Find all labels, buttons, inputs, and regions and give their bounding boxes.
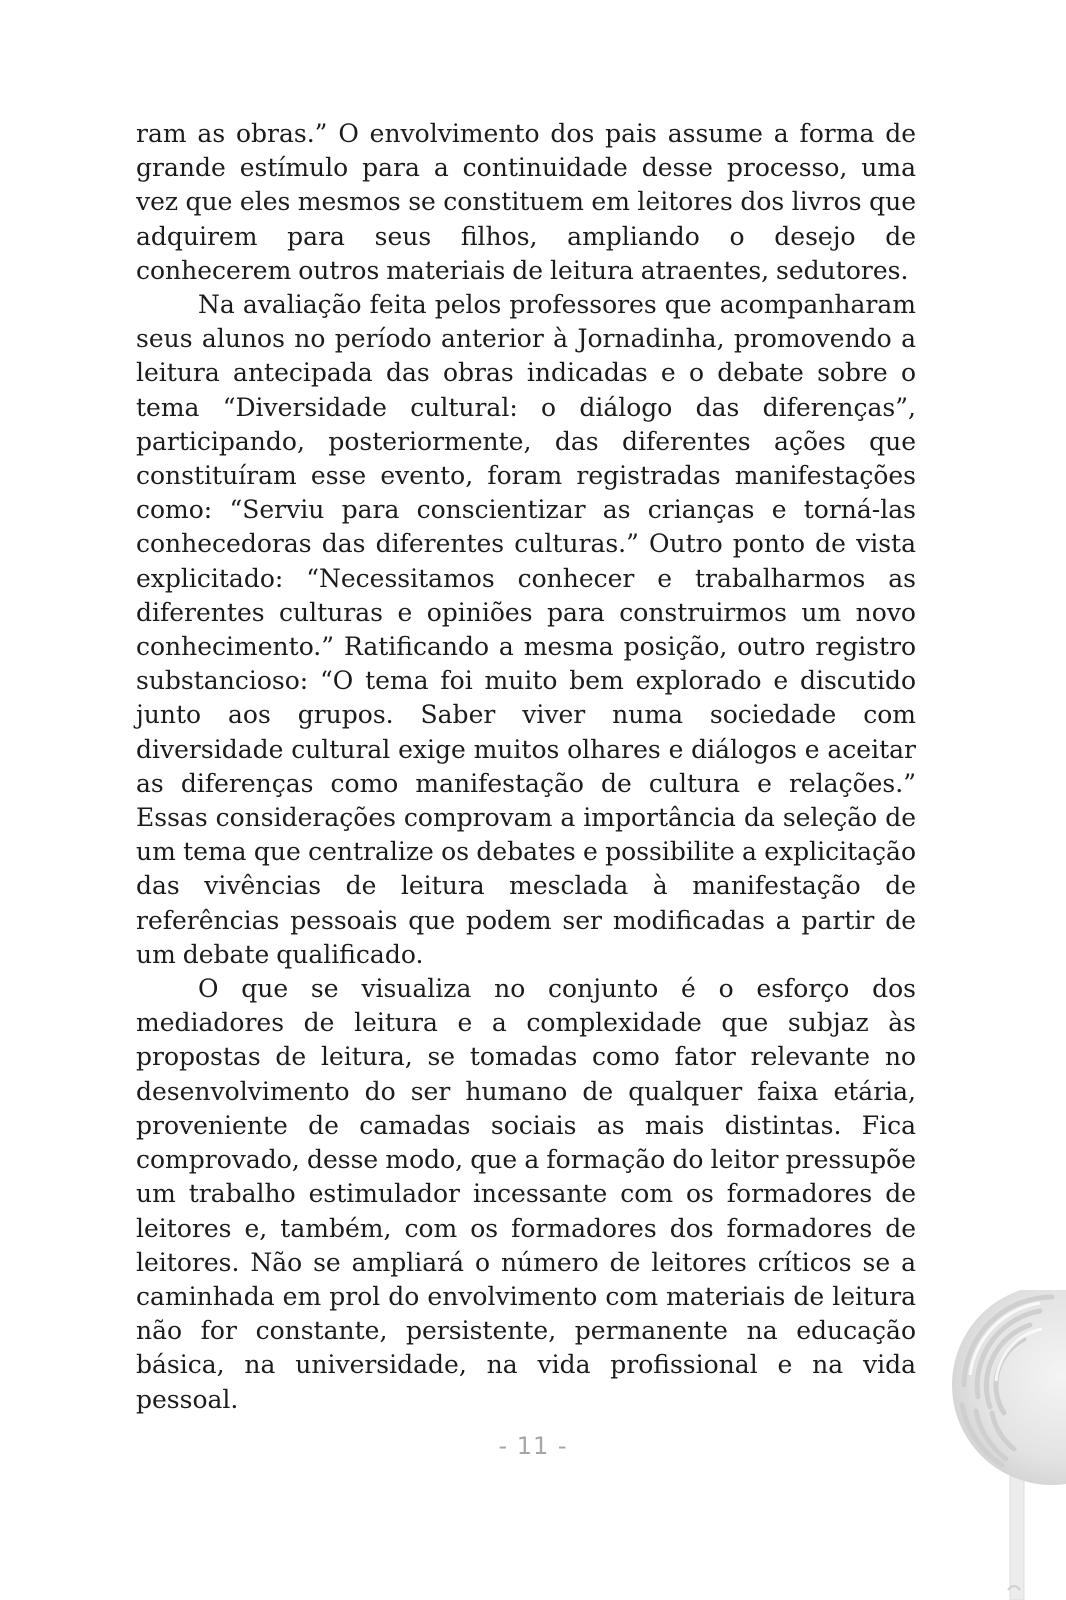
paragraph-1: ram as obras.” O envolvimento dos pais assume a forma de grande estímulo para a continuidade desse processo, uma vez que eles mesmos se constituem em leitores dos livros que adquirem para seus filhos, ampliando o desejo de conhecerem outros materiais de leitura atraentes, sedutores.: [136, 119, 916, 285]
paragraph-3: O que se visualiza no conjunto é o esforço dos mediadores de leitura e a complexidade que subjaz às propostas de leitura, se tomadas como fator relevante no desenvolvimento do ser humano de qualquer faixa etária, proveniente de camadas sociais as mais distintas. Fica comprovado, desse modo, que a formação do leitor pressupõe um trabalho estimulador incessante com os formadores de leitores e, também, com os formadores dos formadores de leitores. Não se ampliará o número de leitores críticos se a caminhada em prol do envolvimento com materiais de leitura não for constante, persistente, permanente na educação básica, na universidade, na vida profissional e na vida pessoal.: [136, 974, 916, 1414]
page-number: - 11 -: [498, 1432, 568, 1460]
paragraph-2: Na avaliação feita pelos professores que acompanharam seus alunos no período anterior à Jornadinha, promovendo a leitura antecipada das obras indicadas e o debate sobre o tema “Diversidade cultural: o diálogo das diferenças”, participando, posteriormente, das diferentes ações que constituíram esse evento, foram registradas manifestações como: “Serviu para conscientizar as crianças e torná-las conhecedoras das diferentes culturas.” Outro ponto de vista explicitado: “Necessitamos conhecer e trabalharmos as diferentes culturas e opiniões para construirmos um novo conhecimento.” Ratificando a mesma posição, outro registro substancioso: “O tema foi muito bem explorado e discutido junto aos grupos. Saber viver numa sociedade com diversidade cultural exige muitos olhares e diálogos e aceitar as diferenças como manifestação de cultura e relações.” Essas considerações comprovam a importância da seleção de um tema que centralize os debates e possibilite a explicitação das vivências de leitura mesclada à manifestação de referências pessoais que podem ser modificadas a partir de um debate qualificado.: [136, 290, 916, 969]
body-text: [136, 117, 916, 1417]
